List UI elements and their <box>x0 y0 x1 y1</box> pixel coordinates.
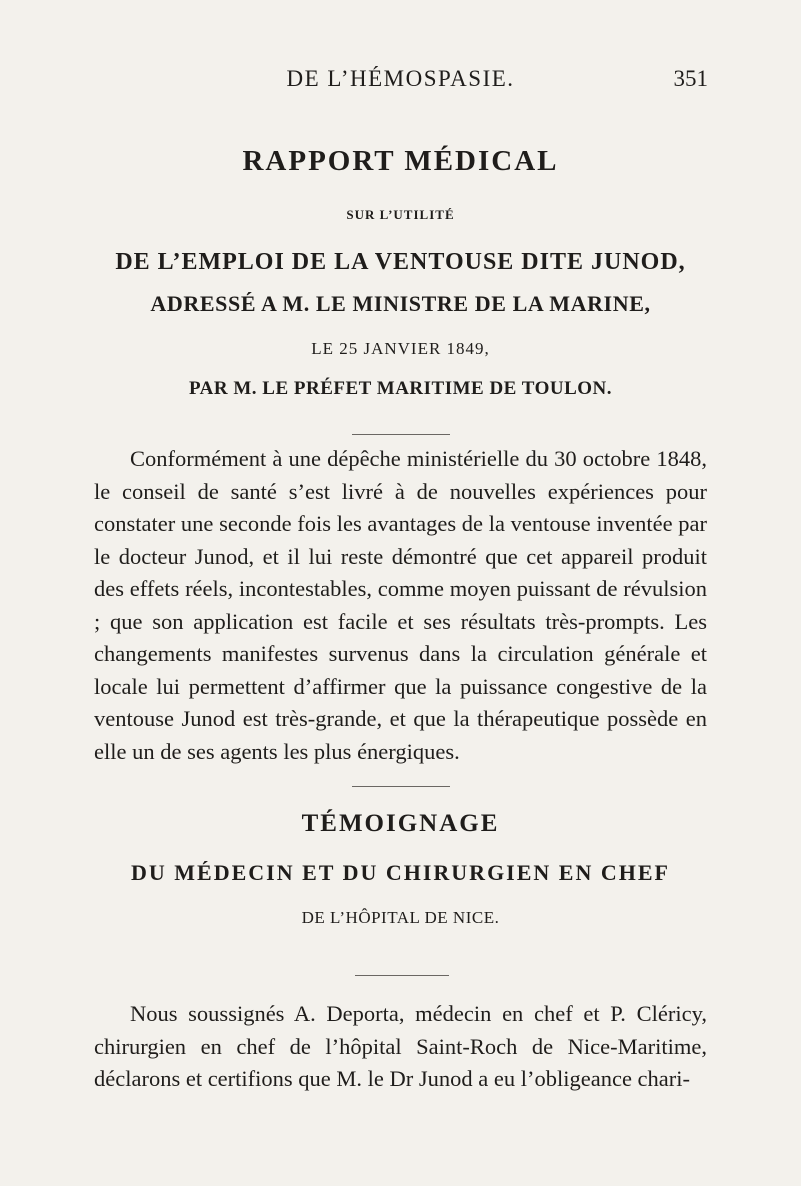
running-title: DE L’HÉMOSPASIE. <box>286 66 515 91</box>
testimony-title: TÉMOIGNAGE <box>301 810 500 837</box>
report-paragraph: Conformément à une dépêche ministérielle du 30 octobre 1848, le conseil de santé s’est livré à de nouvelles expériences pour constater une seconde fois les avantages de la ventouse inventée par le docteur Junod, et il lui reste démontré que cet appareil produit des effets réels, incontestables, comme moyen puissant de révulsion ; que son application est facile et ses résultats très-prompts. Les changements manifestes survenus dans la circulation générale et locale lui permettent d’affirmer que la puissance congestive de la ventouse Junod est très-grande, et que la thérapeutique possède en elle un de ses agents les plus énergiques. <box>94 446 707 764</box>
testimony-subtitle: DU MÉDECIN ET DU CHIRURGIEN EN CHEF <box>131 860 670 885</box>
section-divider <box>352 434 450 435</box>
section-divider <box>355 975 449 976</box>
report-author: PAR M. LE PRÉFET MARITIME DE TOULON. <box>188 378 613 399</box>
testimony-hospital: DE L’HÔPITAL DE NICE. <box>301 908 500 927</box>
report-subtitle: SUR L’UTILITÉ <box>346 207 455 222</box>
report-addressee: ADRESSÉ A M. LE MINISTRE DE LA MARINE, <box>150 291 651 316</box>
report-date: LE 25 JANVIER 1849, <box>311 339 490 358</box>
page-number: 351 <box>673 66 708 91</box>
section-divider <box>352 786 450 787</box>
testimony-paragraph: Nous soussignés A. Deporta, médecin en chef et P. Cléricy, chirurgien en chef de l’hôpital Saint-Roch de Nice-Maritime, déclarons et certifions que M. le Dr Junod a eu l’obligeance chari- <box>94 1001 707 1091</box>
report-subject: DE L’EMPLOI DE LA VENTOUSE DITE JUNOD, <box>115 249 686 275</box>
running-head <box>0 66 801 96</box>
report-title: RAPPORT MÉDICAL <box>242 145 559 177</box>
